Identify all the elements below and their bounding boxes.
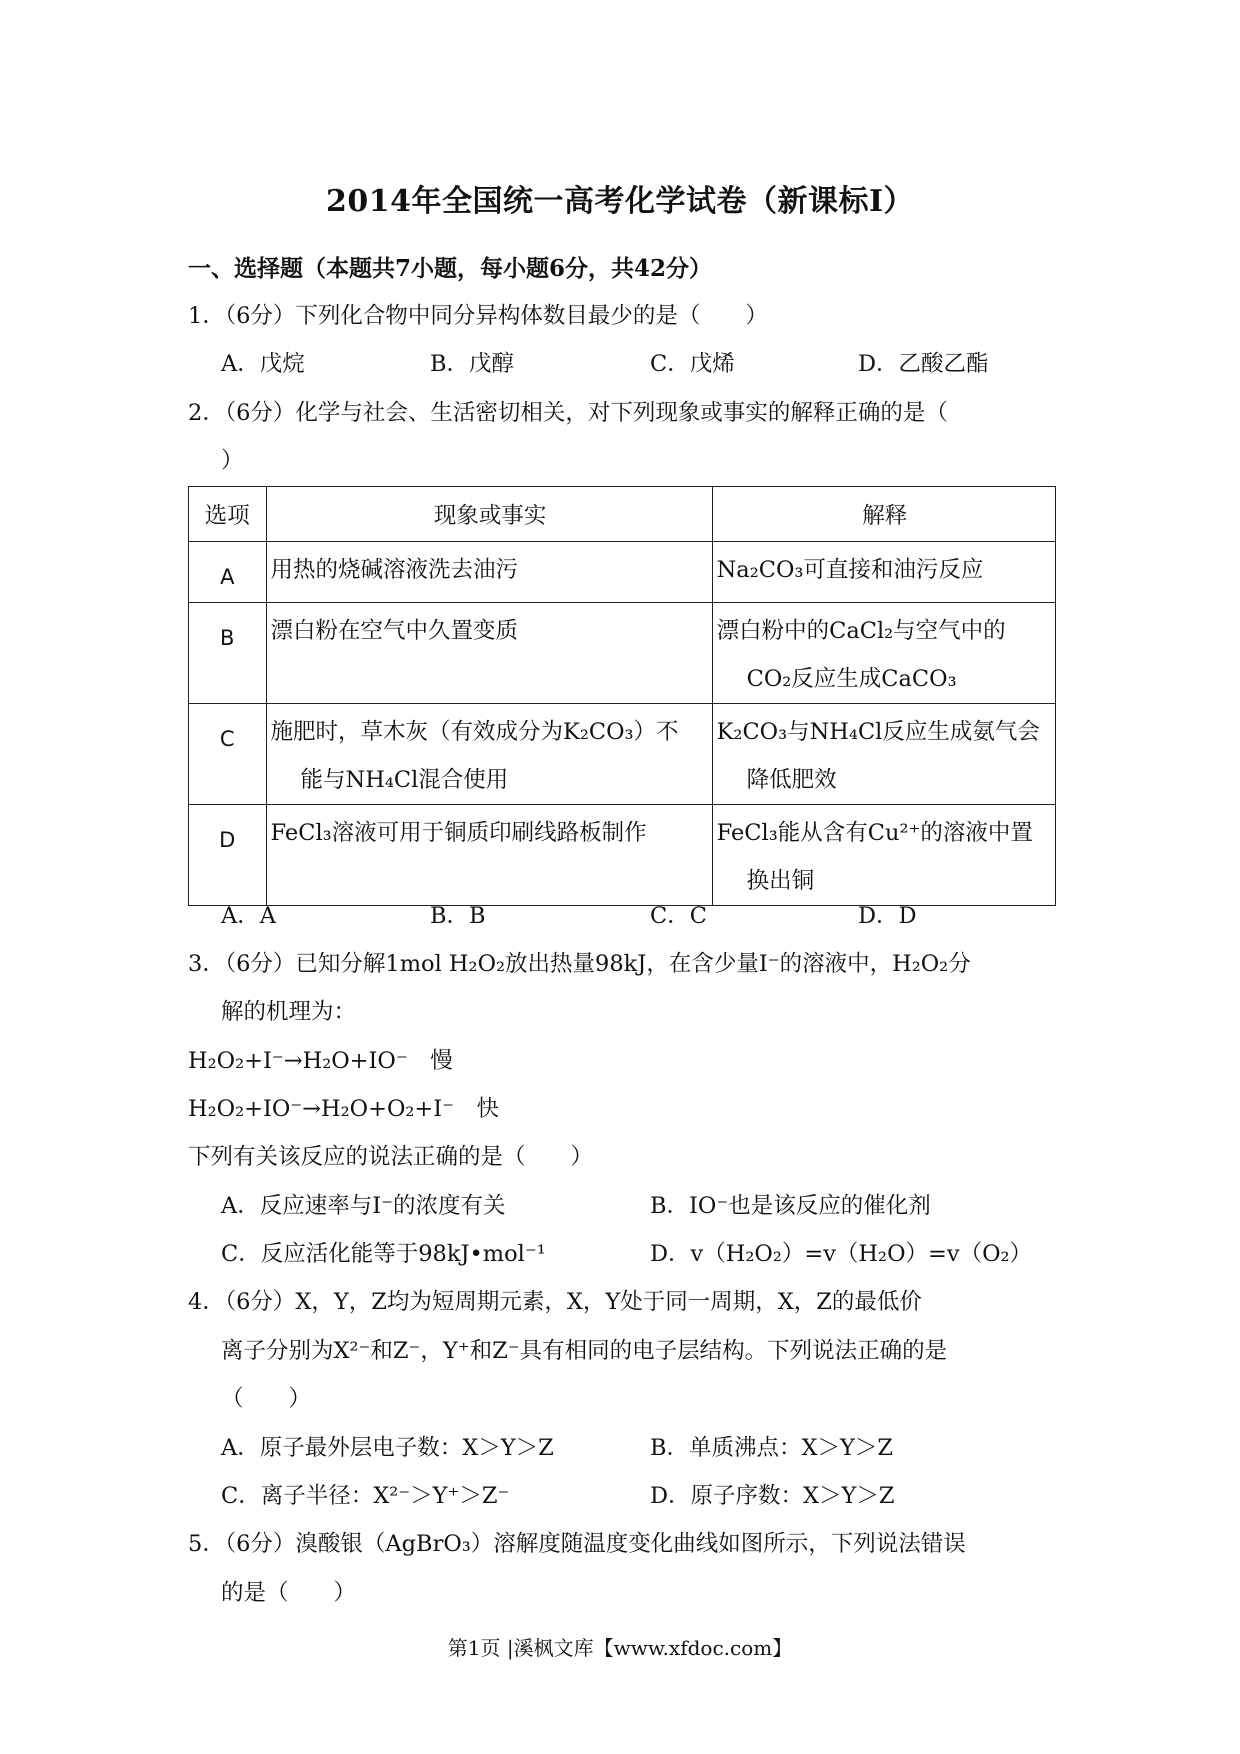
q5-stem-line1: 5．（6分）溴酸银（AgBrO₃）溶解度随温度变化曲线如图所示，下列说法错误 xyxy=(188,1531,966,1557)
page-title: 2014年全国统一高考化学试卷（新课标Ⅰ） xyxy=(325,184,915,219)
q4-option-d: D．原子序数：X＞Y＞Z xyxy=(650,1483,895,1509)
table-row xyxy=(189,542,1056,603)
row-fact: 漂白粉在空气中久置变质 xyxy=(270,618,519,644)
row-explanation: K₂CO₃与NH₄Cl反应生成氨气会 xyxy=(716,719,1040,745)
q2-option-c: C．C xyxy=(650,903,707,929)
row-fact: FeCl₃溶液可用于铜质印刷线路板制作 xyxy=(270,820,647,846)
q2-stem-line2: ） xyxy=(221,448,244,474)
q3-option-a: A．反应速率与I⁻的浓度有关 xyxy=(221,1193,506,1219)
row-fact-cont: 能与NH₄Cl混合使用 xyxy=(300,767,509,793)
header-option: 选项 xyxy=(189,487,267,542)
q3-mechanism-step1: H₂O₂+I⁻→H₂O+IO⁻ 慢 xyxy=(188,1048,453,1074)
q3-stem-line2: 解的机理为： xyxy=(221,999,357,1025)
q3-mechanism-step2: H₂O₂+IO⁻→H₂O+O₂+I⁻ 快 xyxy=(188,1096,500,1122)
header-fact: 现象或事实 xyxy=(266,487,712,542)
table-header-row xyxy=(189,487,1056,542)
q4-stem-line2: 离子分别为X²⁻和Z⁻，Y⁺和Z⁻具有相同的电子层结构。下列说法正确的是 xyxy=(221,1338,948,1364)
q3-option-b: B．IO⁻也是该反应的催化剂 xyxy=(650,1193,931,1219)
q2-option-d: D．D xyxy=(858,903,917,929)
q1-option-c: C．戊烯 xyxy=(650,351,735,377)
row-option: D xyxy=(189,805,267,906)
q2-stem-line1: 2．（6分）化学与社会、生活密切相关，对下列现象或事实的解释正确的是（ xyxy=(188,400,948,426)
page-footer: 第1页 |溪枫文库【www.xfdoc.com】 xyxy=(447,1636,793,1660)
q2-option-b: B．B xyxy=(430,903,486,929)
row-explanation: 漂白粉中的CaCl₂与空气中的 xyxy=(716,618,1006,644)
q1-option-b: B．戊醇 xyxy=(430,351,515,377)
row-fact: 用热的烧碱溶液洗去油污 xyxy=(270,557,519,583)
row-option: C xyxy=(189,704,267,805)
row-explanation-cont: CO₂反应生成CaCO₃ xyxy=(746,666,957,692)
q4-stem-line1: 4．（6分）X，Y，Z均为短周期元素，X，Y处于同一周期，X，Z的最低价 xyxy=(188,1289,922,1315)
q1-option-d: D．乙酸乙酯 xyxy=(858,351,989,377)
q3-option-d: D．v（H₂O₂）=v（H₂O）=v（O₂） xyxy=(650,1241,1033,1267)
q3-option-c: C．反应活化能等于98kJ•mol⁻¹ xyxy=(221,1241,546,1267)
table-row xyxy=(189,704,1056,805)
section-heading: 一、选择题（本题共7小题，每小题6分，共42分） xyxy=(188,255,713,282)
q5-stem-line2: 的是（ ） xyxy=(221,1580,357,1606)
row-explanation: Na₂CO₃可直接和油污反应 xyxy=(716,557,984,583)
q1-option-a: A．戊烷 xyxy=(221,351,305,377)
q4-option-b: B．单质沸点：X＞Y＞Z xyxy=(650,1435,894,1461)
row-explanation: FeCl₃能从含有Cu²⁺的溶液中置 xyxy=(716,820,1033,846)
row-fact: 施肥时，草木灰（有效成分为K₂CO₃）不 xyxy=(270,719,679,745)
q2-option-a: A．A xyxy=(221,903,276,929)
q4-option-c: C．离子半径：X²⁻＞Y⁺＞Z⁻ xyxy=(221,1483,510,1509)
table-row xyxy=(189,805,1056,906)
table-row xyxy=(189,603,1056,704)
header-explanation: 解释 xyxy=(712,487,1055,542)
row-explanation-cont: 降低肥效 xyxy=(746,767,837,793)
q3-prompt: 下列有关该反应的说法正确的是（ ） xyxy=(188,1144,594,1170)
q4-option-a: A．原子最外层电子数：X＞Y＞Z xyxy=(221,1435,554,1461)
row-explanation-cont: 换出铜 xyxy=(746,868,815,894)
q4-stem-line3: （ ） xyxy=(221,1386,312,1412)
q1-stem: 1．（6分）下列化合物中同分异构体数目最少的是（ ） xyxy=(188,303,768,329)
q3-stem-line1: 3．（6分）已知分解1mol H₂O₂放出热量98kJ，在含少量I⁻的溶液中，H₂O₂分 xyxy=(188,951,971,977)
row-option: A xyxy=(189,542,267,603)
q2-table xyxy=(188,486,1056,906)
row-option: B xyxy=(189,603,267,704)
